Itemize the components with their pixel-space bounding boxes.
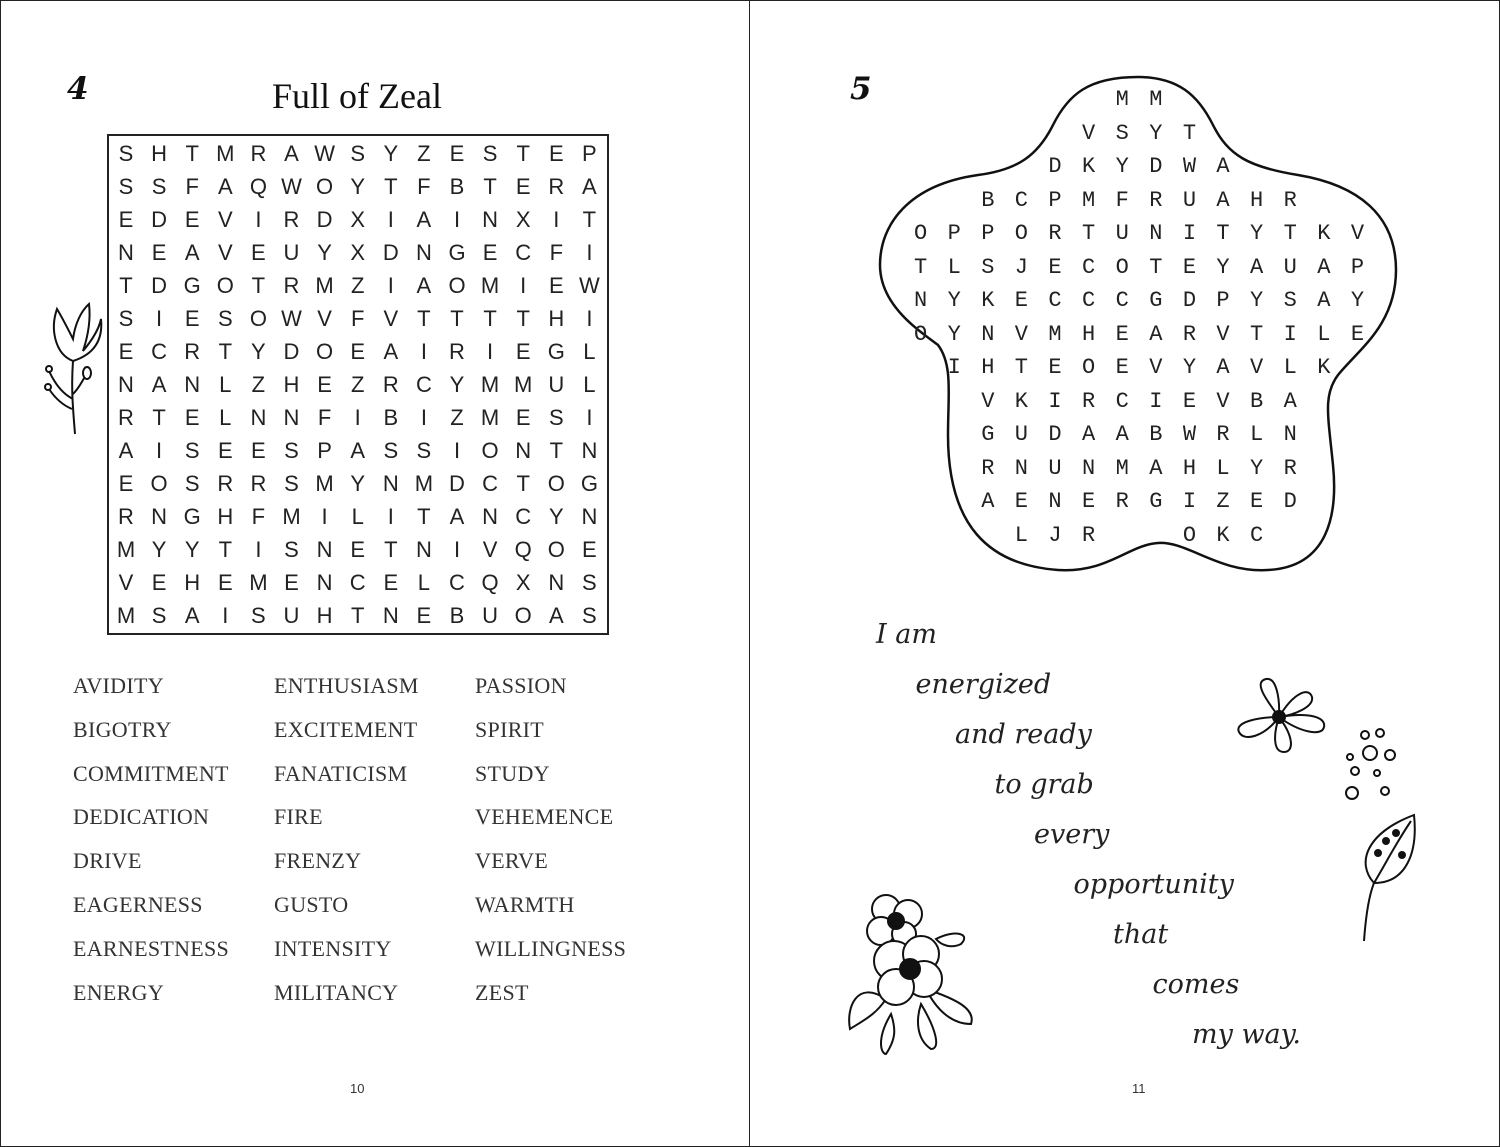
page-folio: 11 xyxy=(1132,1081,1146,1096)
grid-letter: M xyxy=(514,372,533,397)
grid-letter: T xyxy=(218,537,233,562)
grid-letter: N xyxy=(581,504,598,529)
word-list-item: VERVE xyxy=(475,848,549,874)
grid-letter: E xyxy=(548,141,564,166)
grid-letter: M xyxy=(315,273,334,298)
grid-letter: N xyxy=(415,240,432,265)
grid-letter: B xyxy=(383,405,399,430)
word-list-item: INTENSITY xyxy=(274,935,392,961)
grid-letter: W xyxy=(281,174,302,199)
poem-line: to grab xyxy=(994,769,1094,800)
grid-letter: T xyxy=(582,207,597,232)
grid-letter: R xyxy=(118,405,134,430)
grid-letter: Z xyxy=(251,372,266,397)
grid-row: DKYDWA xyxy=(914,154,1385,179)
grid-letter: T xyxy=(450,306,464,331)
grid-letter: A xyxy=(151,372,167,397)
grid-letter: T xyxy=(516,471,530,496)
poem-line: comes xyxy=(1152,969,1240,1000)
grid-letter: N xyxy=(118,240,134,265)
grid-letter: C xyxy=(482,471,499,496)
grid-letter: R xyxy=(283,207,300,232)
grid-letter: E xyxy=(582,537,597,562)
grid-letter: I xyxy=(354,405,361,430)
grid-letter: O xyxy=(448,273,466,298)
grid-letter: R xyxy=(283,273,300,298)
grid-letter: S xyxy=(416,438,432,463)
grid-letter: O xyxy=(316,339,334,364)
grid-letter: O xyxy=(249,306,267,331)
grid-letter: M xyxy=(414,471,434,496)
grid-letter: Z xyxy=(417,141,431,166)
word-list-item: FANATICISM xyxy=(274,760,408,786)
grid-letter: I xyxy=(586,240,593,265)
grid-row: IHTEOEVYAVLK xyxy=(914,355,1385,380)
grid-letter: F xyxy=(317,405,332,430)
grid-letter: H xyxy=(151,141,168,166)
grid-letter: G xyxy=(183,504,201,529)
grid-letter: I xyxy=(487,339,494,364)
grid-letter: C xyxy=(515,240,532,265)
grid-letter: I xyxy=(453,207,461,232)
grid-letter: E xyxy=(515,339,531,364)
grid-letter: I xyxy=(387,273,394,298)
grid-letter: N xyxy=(151,504,168,529)
flower-sprig-icon xyxy=(45,299,105,439)
grid-letter: C xyxy=(449,570,465,595)
grid-letter: U xyxy=(283,603,300,628)
grid-letter: D xyxy=(449,471,465,496)
grid-row: RNUNMAHLYR xyxy=(914,455,1385,481)
grid-letter: O xyxy=(216,273,234,298)
grid-letter: T xyxy=(350,603,365,628)
word-list-item: VEHEMENCE xyxy=(475,804,614,830)
grid-letter: D xyxy=(283,339,300,364)
flower-doodle-icon xyxy=(1234,677,1334,757)
grid-letter: T xyxy=(417,504,431,529)
grid-letter: Y xyxy=(350,471,366,496)
word-list-item: GUSTO xyxy=(274,892,349,917)
grid-letter: E xyxy=(217,570,233,595)
word-list-item: FIRE xyxy=(274,804,323,830)
puzzle-number: 4 xyxy=(67,71,89,107)
grid-letter: X xyxy=(515,570,531,595)
poem-line: opportunity xyxy=(1073,869,1234,900)
grid-letter: S xyxy=(482,141,498,166)
grid-letter: X xyxy=(350,207,366,232)
grid-letter: F xyxy=(185,174,199,199)
grid-letter: R xyxy=(250,141,267,166)
grid-letter: E xyxy=(515,405,531,430)
word-list-item: EAGERNESS xyxy=(73,892,203,917)
grid-letter: Z xyxy=(450,405,464,430)
grid-letter: W xyxy=(281,306,302,331)
grid-letter: L xyxy=(417,570,431,595)
grid-letter: C xyxy=(151,339,168,364)
grid-letter: I xyxy=(586,405,593,430)
grid-letter: C xyxy=(515,504,532,529)
grid-letter: D xyxy=(316,207,333,232)
dots-doodle-icon xyxy=(1340,725,1400,795)
word-list-item: DRIVE xyxy=(73,848,142,874)
flower-bouquet-icon xyxy=(846,889,986,1059)
word-list-item: EARNESTNESS xyxy=(73,935,230,961)
grid-letter: E xyxy=(118,339,134,364)
grid-letter: A xyxy=(350,438,366,463)
grid-letter: S xyxy=(217,306,233,331)
grid-letter: T xyxy=(384,537,398,562)
grid-letter: A xyxy=(118,438,134,463)
grid-letter: A xyxy=(582,174,597,199)
grid-letter: I xyxy=(420,405,427,430)
grid-letter: C xyxy=(349,570,366,595)
grid-letter: I xyxy=(453,537,461,562)
grid-letter: A xyxy=(416,273,432,298)
grid-letter: I xyxy=(156,438,163,463)
grid-letter: T xyxy=(185,141,199,166)
grid-letter: N xyxy=(548,570,565,595)
grid-letter: M xyxy=(480,273,500,298)
grid-letter: Q xyxy=(249,174,267,199)
word-list-item: BIGOTRY xyxy=(73,716,172,742)
grid-letter: B xyxy=(449,174,465,199)
grid-letter: N xyxy=(184,372,201,397)
grid-letter: L xyxy=(583,372,596,397)
grid-letter: E xyxy=(184,207,200,232)
grid-letter: S xyxy=(151,174,167,199)
grid-letter: S xyxy=(284,537,299,562)
grid-letter: T xyxy=(483,174,497,199)
grid-letter: I xyxy=(520,273,527,298)
grid-letter: T xyxy=(483,306,497,331)
grid-letter: F xyxy=(549,240,564,265)
grid-letter: T xyxy=(516,306,530,331)
grid-letter: V xyxy=(118,570,134,595)
grid-letter: S xyxy=(151,603,167,628)
grid-letter: S xyxy=(251,603,266,628)
poem-line: that xyxy=(1113,919,1169,950)
grid-letter: H xyxy=(316,603,333,628)
grid-letter: N xyxy=(382,471,399,496)
grid-letter: E xyxy=(350,339,366,364)
grid-letter: S xyxy=(383,438,399,463)
grid-letter: S xyxy=(118,306,134,331)
grid-letter: X xyxy=(350,240,366,265)
grid-letter: L xyxy=(219,372,232,397)
grid-letter: A xyxy=(449,504,465,529)
poem-line: energized xyxy=(915,669,1052,700)
grid-letter: Y xyxy=(317,240,332,265)
grid-letter: O xyxy=(481,438,499,463)
word-search-grid xyxy=(107,134,609,635)
word-list-item: ENTHUSIASM xyxy=(274,673,419,698)
grid-letter: R xyxy=(217,471,234,496)
word-list-item: EXCITEMENT xyxy=(274,716,418,742)
poem-line: my way. xyxy=(1192,1019,1301,1050)
grid-letter: R xyxy=(548,174,565,199)
grid-row: OPPORTUNITYTKV xyxy=(914,221,1385,246)
grid-letter: D xyxy=(382,240,399,265)
grid-letter: Y xyxy=(184,537,200,562)
grid-letter: Y xyxy=(151,537,167,562)
grid-letter: N xyxy=(283,405,300,430)
grid-letter: Y xyxy=(449,372,465,397)
grid-letter: M xyxy=(216,141,235,166)
poem-line: every xyxy=(1034,819,1110,850)
word-list-item: AVIDITY xyxy=(73,673,164,698)
grid-row: LJR OKC xyxy=(914,522,1385,548)
grid-row: MM xyxy=(914,87,1385,112)
grid-letter: O xyxy=(547,471,565,496)
leaf-doodle-icon xyxy=(1356,813,1426,943)
grid-letter: M xyxy=(282,504,301,529)
grid-letter: E xyxy=(251,438,266,463)
grid-letter: N xyxy=(382,603,399,628)
grid-letter: N xyxy=(316,537,333,562)
grid-letter: F xyxy=(350,306,365,331)
grid-letter: S xyxy=(284,438,299,463)
grid-row: OYNVMHEARVTILE xyxy=(914,321,1385,347)
grid-letter: W xyxy=(579,273,600,298)
grid-letter: A xyxy=(184,603,200,628)
grid-letter: N xyxy=(316,570,333,595)
grid-letter: O xyxy=(316,174,334,199)
grid-letter: A xyxy=(217,174,233,199)
puzzle-number: 5 xyxy=(850,71,872,107)
right-page xyxy=(750,0,1500,1147)
grid-row: VSYT xyxy=(914,120,1385,146)
grid-letter: S xyxy=(184,438,200,463)
grid-letter: X xyxy=(515,207,531,232)
grid-row: TLSJECOTEYAUAP xyxy=(914,254,1385,280)
grid-letter: W xyxy=(314,141,335,166)
grid-letter: A xyxy=(284,141,299,166)
grid-letter: V xyxy=(317,306,332,331)
grid-row: AENERGIZED xyxy=(914,489,1385,514)
page-folio: 10 xyxy=(350,1081,365,1096)
grid-letter: I xyxy=(255,537,262,562)
grid-letter: S xyxy=(118,141,134,166)
grid-letter: Q xyxy=(514,537,532,562)
grid-letter: S xyxy=(582,603,597,628)
word-list-item: FRENZY xyxy=(274,848,362,874)
grid-letter: G xyxy=(448,240,466,265)
word-list-item: PASSION xyxy=(475,673,567,698)
grid-letter: I xyxy=(222,603,229,628)
grid-letter: H xyxy=(217,504,234,529)
poem-line: I am xyxy=(876,619,937,650)
grid-letter: H xyxy=(283,372,300,397)
grid-letter: I xyxy=(255,207,262,232)
grid-letter: G xyxy=(580,471,598,496)
grid-letter: F xyxy=(251,504,266,529)
grid-letter: G xyxy=(547,339,565,364)
grid-letter: I xyxy=(453,438,461,463)
grid-letter: S xyxy=(118,174,134,199)
word-list-item: WARMTH xyxy=(475,892,575,917)
grid-letter: G xyxy=(183,273,201,298)
grid-letter: T xyxy=(152,405,166,430)
grid-letter: L xyxy=(219,405,232,430)
grid-letter: I xyxy=(553,207,560,232)
grid-letter: E xyxy=(383,570,399,595)
grid-letter: N xyxy=(581,438,598,463)
grid-letter: R xyxy=(449,339,465,364)
grid-letter: R xyxy=(118,504,134,529)
grid-letter: M xyxy=(480,372,500,397)
grid-letter: N xyxy=(250,405,267,430)
grid-letter: V xyxy=(217,240,233,265)
grid-letter: N xyxy=(515,438,532,463)
grid-letter: T xyxy=(417,306,431,331)
grid-letter: S xyxy=(184,471,200,496)
grid-letter: R xyxy=(184,339,201,364)
grid-letter: T xyxy=(516,141,530,166)
grid-letter: I xyxy=(420,339,427,364)
grid-letter: U xyxy=(283,240,300,265)
grid-letter: O xyxy=(547,537,565,562)
word-list-item: SPIRIT xyxy=(475,716,545,742)
grid-letter: Z xyxy=(350,372,365,397)
grid-letter: E xyxy=(515,174,531,199)
grid-letter: E xyxy=(482,240,498,265)
grid-letter: N xyxy=(482,207,499,232)
grid-letter: M xyxy=(249,570,268,595)
grid-letter: V xyxy=(217,207,233,232)
grid-letter: I xyxy=(586,306,593,331)
grid-letter: F xyxy=(417,174,431,199)
grid-letter: N xyxy=(482,504,499,529)
grid-letter: T xyxy=(119,273,133,298)
grid-letter: B xyxy=(449,603,465,628)
grid-letter: Y xyxy=(383,141,399,166)
grid-letter: E xyxy=(151,240,167,265)
grid-letter: C xyxy=(415,372,432,397)
grid-letter: E xyxy=(416,603,432,628)
grid-letter: R xyxy=(250,471,267,496)
grid-letter: O xyxy=(514,603,532,628)
grid-letter: I xyxy=(387,207,394,232)
grid-letter: Z xyxy=(350,273,365,298)
grid-letter: T xyxy=(549,438,564,463)
word-list-item: WILLINGNESS xyxy=(475,935,627,961)
grid-letter: E xyxy=(284,570,299,595)
grid-letter: T xyxy=(384,174,398,199)
grid-row: NYKECCCGDPYSAY xyxy=(914,288,1385,313)
word-list-item: COMMITMENT xyxy=(73,760,229,786)
grid-letter: E xyxy=(449,141,465,166)
grid-letter: H xyxy=(548,306,565,331)
grid-letter: I xyxy=(156,306,163,331)
grid-letter: E xyxy=(118,207,134,232)
word-list-item: DEDICATION xyxy=(73,804,210,830)
grid-letter: E xyxy=(350,537,366,562)
grid-letter: E xyxy=(184,306,200,331)
grid-letter: P xyxy=(317,438,332,463)
grid-letter: S xyxy=(582,570,597,595)
grid-letter: S xyxy=(548,405,564,430)
grid-letter: A xyxy=(548,603,564,628)
grid-letter: V xyxy=(482,537,498,562)
grid-letter: L xyxy=(351,504,364,529)
grid-letter: U xyxy=(548,372,565,397)
grid-letter: T xyxy=(251,273,266,298)
grid-row: VKIRCIEVBA xyxy=(914,388,1385,414)
puzzle-title: Full of Zeal xyxy=(272,76,442,116)
word-list-item: MILITANCY xyxy=(274,979,399,1005)
grid-letter: E xyxy=(548,273,564,298)
grid-letter: T xyxy=(218,339,233,364)
grid-letter: N xyxy=(415,537,432,562)
grid-letter: Y xyxy=(548,504,564,529)
grid-letter: A xyxy=(416,207,432,232)
grid-letter: A xyxy=(383,339,399,364)
grid-letter: R xyxy=(382,372,399,397)
grid-letter: A xyxy=(184,240,200,265)
word-list-item: ZEST xyxy=(475,979,529,1005)
word-list-item: ENERGY xyxy=(73,979,165,1005)
grid-letter: U xyxy=(482,603,499,628)
grid-letter: E xyxy=(118,471,134,496)
grid-letter: D xyxy=(151,273,168,298)
grid-letter: E xyxy=(217,438,233,463)
grid-letter: D xyxy=(151,207,168,232)
grid-letter: M xyxy=(315,471,334,496)
grid-letter: V xyxy=(383,306,399,331)
grid-letter: E xyxy=(184,405,200,430)
word-list-item: STUDY xyxy=(475,760,550,786)
grid-letter: E xyxy=(317,372,332,397)
grid-letter: I xyxy=(321,504,328,529)
grid-letter: H xyxy=(184,570,201,595)
grid-letter: L xyxy=(583,339,596,364)
grid-letter: E xyxy=(251,240,266,265)
poem-line: and ready xyxy=(955,719,1092,750)
grid-letter: E xyxy=(151,570,167,595)
grid-letter: Y xyxy=(251,339,266,364)
grid-letter: M xyxy=(116,537,136,562)
grid-row: BCPMFRUAHR xyxy=(914,187,1385,213)
grid-letter: Q xyxy=(481,570,499,595)
grid-letter: P xyxy=(582,141,597,166)
grid-letter: S xyxy=(284,471,299,496)
grid-letter: S xyxy=(350,141,366,166)
grid-letter: Y xyxy=(350,174,366,199)
grid-letter: O xyxy=(150,471,168,496)
grid-row: GUDAABWRLN xyxy=(914,422,1385,447)
grid-letter: I xyxy=(387,504,394,529)
grid-letter: M xyxy=(116,603,136,628)
grid-letter: N xyxy=(118,372,134,397)
grid-letter: M xyxy=(480,405,500,430)
